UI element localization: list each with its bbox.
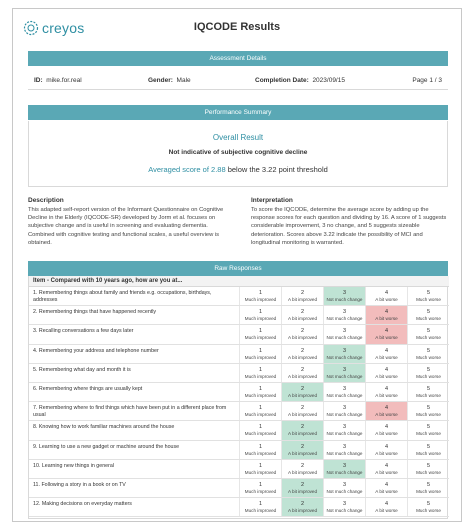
response-option-2 <box>281 421 323 439</box>
table-row <box>29 383 449 402</box>
table-row <box>29 364 449 383</box>
response-option-3 <box>323 479 365 497</box>
option-label: A bit improved <box>287 373 318 379</box>
option-label: Not much change <box>326 354 363 360</box>
response-option-1 <box>239 287 281 305</box>
response-option-1 <box>239 364 281 382</box>
item-question: 6. Remembering where things are usually kept <box>33 386 143 392</box>
response-option-1 <box>239 402 281 420</box>
option-number: 4 <box>384 405 389 412</box>
response-option-4 <box>365 498 407 516</box>
option-label: Much worse <box>416 297 441 302</box>
table-row <box>29 306 449 325</box>
option-number: 4 <box>384 443 389 450</box>
option-label: A bit improved <box>287 335 318 341</box>
option-label: A bit worse <box>375 469 398 475</box>
response-option-2 <box>281 306 323 324</box>
table-header-row <box>29 276 449 287</box>
option-label: Much worse <box>416 469 441 475</box>
page-number: Page 1 / 3 <box>412 77 442 84</box>
date-value: 2023/09/15 <box>312 77 345 84</box>
option-label: A bit worse <box>375 373 398 379</box>
performance-summary <box>28 121 448 187</box>
response-option-2 <box>281 345 323 363</box>
response-option-1 <box>239 306 281 324</box>
option-label: A bit improved <box>287 354 318 360</box>
raw-responses-table <box>28 276 448 519</box>
option-number: 3 <box>342 347 347 354</box>
average-score-value: Averaged score of 2.88 <box>148 165 226 174</box>
option-label: Much improved <box>244 373 277 379</box>
option-number: 1 <box>258 405 263 412</box>
option-number: 3 <box>342 366 347 373</box>
option-label: Not much change <box>326 412 363 418</box>
option-number: 5 <box>426 424 431 431</box>
interpretation-title: Interpretation <box>251 197 293 204</box>
option-label: Much worse <box>416 431 441 437</box>
option-label: Much worse <box>416 508 441 514</box>
option-number: 4 <box>384 366 389 373</box>
response-option-1 <box>239 479 281 497</box>
option-number: 2 <box>300 501 305 508</box>
response-option-4 <box>365 345 407 363</box>
option-label: A bit improved <box>287 431 318 437</box>
average-score <box>29 165 447 174</box>
response-option-3 <box>323 364 365 382</box>
option-label: Not much change <box>326 393 363 398</box>
item-question: 8. Knowing how to work familiar machines around the house <box>33 424 175 431</box>
option-number: 4 <box>384 462 389 469</box>
item-question: 12. Making decisions on everyday matters <box>33 501 132 508</box>
option-number: 5 <box>426 366 431 373</box>
id-value: mike.for.real <box>46 77 82 84</box>
option-label: Much worse <box>416 489 441 494</box>
option-number: 3 <box>342 443 347 450</box>
option-number: 3 <box>342 386 347 392</box>
item-question: 7. Remembering where to find things which have been put in a different place from usual <box>33 405 227 418</box>
option-label: Not much change <box>326 508 363 514</box>
option-label: Much worse <box>416 335 441 341</box>
response-option-2 <box>281 479 323 497</box>
option-number: 2 <box>300 482 305 488</box>
response-option-2 <box>281 287 323 305</box>
option-label: A bit worse <box>375 508 398 514</box>
report-page <box>12 8 462 522</box>
option-number: 4 <box>384 290 389 296</box>
item-question: 11. Following a story in a book or on TV <box>33 482 126 488</box>
option-label: A bit improved <box>287 316 318 322</box>
option-label: A bit worse <box>375 431 398 437</box>
option-number: 3 <box>342 309 347 316</box>
response-option-3 <box>323 441 365 459</box>
assessment-details-header: Assessment Details <box>28 51 448 66</box>
table-row <box>29 287 449 306</box>
option-label: A bit worse <box>375 316 398 322</box>
option-number: 1 <box>258 347 263 354</box>
table-row <box>29 460 449 479</box>
response-option-3 <box>323 287 365 305</box>
response-option-5 <box>407 441 449 459</box>
option-number: 2 <box>300 443 305 450</box>
response-option-5 <box>407 498 449 516</box>
option-label: Not much change <box>326 489 363 494</box>
table-row <box>29 325 449 344</box>
option-number: 5 <box>426 443 431 450</box>
table-row <box>29 498 449 517</box>
assessment-details <box>28 72 448 90</box>
option-number: 3 <box>342 290 347 296</box>
option-number: 1 <box>258 328 263 335</box>
response-option-5 <box>407 460 449 478</box>
option-label: A bit improved <box>287 508 318 514</box>
response-option-3 <box>323 345 365 363</box>
logo-text: creyos <box>42 20 85 36</box>
response-option-5 <box>407 383 449 401</box>
item-question: 1. Remembering things about family and friends e.g. occupations, birthdays, addresses <box>33 290 212 303</box>
item-question: 9. Learning to use a new gadget or machine around the house <box>33 443 180 450</box>
response-option-3 <box>323 460 365 478</box>
option-label: Much improved <box>244 450 277 456</box>
option-label: Not much change <box>326 297 363 302</box>
option-number: 2 <box>300 424 305 431</box>
response-option-4 <box>365 383 407 401</box>
option-label: A bit improved <box>287 412 318 418</box>
option-number: 4 <box>384 482 389 488</box>
response-option-3 <box>323 421 365 439</box>
option-number: 3 <box>342 328 347 335</box>
response-option-5 <box>407 421 449 439</box>
response-option-5 <box>407 287 449 305</box>
option-label: Much improved <box>244 316 277 322</box>
page-title: IQCODE Results <box>193 21 281 33</box>
response-option-5 <box>407 402 449 420</box>
response-option-3 <box>323 383 365 401</box>
option-label: A bit worse <box>375 450 398 456</box>
option-label: Much worse <box>416 354 441 360</box>
response-option-2 <box>281 402 323 420</box>
option-number: 5 <box>426 328 431 335</box>
option-number: 2 <box>300 462 305 469</box>
response-option-2 <box>281 498 323 516</box>
option-number: 1 <box>258 462 263 469</box>
option-label: A bit improved <box>287 469 318 475</box>
table-row <box>29 345 449 364</box>
option-number: 2 <box>300 386 305 392</box>
item-question: 4. Remembering your address and telephone number <box>33 347 159 354</box>
option-number: 5 <box>426 290 431 296</box>
option-number: 5 <box>426 501 431 508</box>
response-option-5 <box>407 364 449 382</box>
response-option-2 <box>281 383 323 401</box>
option-number: 1 <box>258 443 263 450</box>
option-number: 2 <box>300 328 305 335</box>
option-number: 2 <box>300 405 305 412</box>
option-number: 5 <box>426 309 431 316</box>
response-option-4 <box>365 287 407 305</box>
response-option-5 <box>407 345 449 363</box>
option-label: Much improved <box>244 431 277 437</box>
option-label: A bit improved <box>287 297 318 302</box>
option-number: 1 <box>258 501 263 508</box>
option-label: A bit worse <box>375 412 398 418</box>
response-option-5 <box>407 306 449 324</box>
option-label: Much worse <box>416 412 441 418</box>
performance-summary-header: Performance Summary <box>28 105 448 120</box>
option-label: Much improved <box>244 393 277 398</box>
option-label: Much improved <box>244 489 277 494</box>
table-row <box>29 441 449 460</box>
raw-responses-header: Raw Responses <box>28 261 448 276</box>
option-label: A bit improved <box>287 489 318 494</box>
response-option-4 <box>365 402 407 420</box>
option-label: A bit worse <box>375 393 398 398</box>
response-option-5 <box>407 479 449 497</box>
option-number: 4 <box>384 347 389 354</box>
option-number: 1 <box>258 424 263 431</box>
response-option-1 <box>239 345 281 363</box>
response-option-4 <box>365 421 407 439</box>
option-label: Not much change <box>326 316 363 322</box>
option-number: 4 <box>384 309 389 316</box>
option-number: 1 <box>258 482 263 488</box>
response-option-1 <box>239 441 281 459</box>
option-number: 4 <box>384 386 389 392</box>
response-option-4 <box>365 441 407 459</box>
table-row <box>29 479 449 498</box>
option-label: Much improved <box>244 412 277 418</box>
table-row <box>29 402 449 421</box>
option-number: 3 <box>342 405 347 412</box>
option-number: 1 <box>258 290 263 296</box>
response-option-3 <box>323 402 365 420</box>
option-number: 5 <box>426 347 431 354</box>
option-label: Much improved <box>244 354 277 360</box>
response-option-3 <box>323 325 365 343</box>
response-option-3 <box>323 306 365 324</box>
response-option-1 <box>239 460 281 478</box>
item-column-header: Item - Compared with 10 years ago, how are you at... <box>33 278 183 284</box>
option-label: Much improved <box>244 335 277 341</box>
item-question: 3. Recalling conversations a few days later <box>33 328 134 335</box>
item-question: 10. Learning new things in general <box>33 462 114 469</box>
response-option-1 <box>239 421 281 439</box>
date-label: Completion Date: <box>255 77 309 84</box>
response-option-4 <box>365 364 407 382</box>
option-number: 2 <box>300 290 305 296</box>
option-number: 4 <box>384 501 389 508</box>
gender-value: Male <box>176 77 191 84</box>
id-label: ID: <box>34 77 43 84</box>
option-number: 4 <box>384 328 389 335</box>
response-option-5 <box>407 325 449 343</box>
option-label: Not much change <box>326 335 363 341</box>
option-number: 3 <box>342 462 347 469</box>
result-text: Not indicative of subjective cognitive decline <box>168 149 308 156</box>
gender-label: Gender: <box>148 77 173 84</box>
interpretation-text: To score the IQCODE, determine the average score by adding up the response scores for each question and dividing by 16. A score of 1 suggests considerable improvement, 3 no change, and 5 suggests sizeable deterioration. Scores above 3.22 indicate the possibility of MCI and longitudinal monitoring is warranted. <box>251 207 447 246</box>
option-number: 2 <box>300 347 305 354</box>
option-label: Not much change <box>326 431 363 437</box>
option-number: 4 <box>384 424 389 431</box>
option-number: 3 <box>342 424 347 431</box>
option-number: 1 <box>258 386 263 392</box>
response-option-2 <box>281 441 323 459</box>
option-label: A bit worse <box>375 489 398 494</box>
overall-result-label: Overall Result <box>212 133 264 142</box>
option-number: 2 <box>300 309 305 316</box>
option-number: 5 <box>426 405 431 412</box>
option-label: Much worse <box>416 450 441 456</box>
description-text: This adapted self-report version of the Informant Questionnaire on Cognitive Decline in the Elderly (IQCODE-SR) developed by Jorm et al. focuses on subjective change and is useful in screening and evaluating dementia. Combined with cognitive testing and functional scales, a useful overview is obtained. <box>28 207 224 246</box>
option-label: Much worse <box>416 373 441 379</box>
option-number: 1 <box>258 309 263 316</box>
response-option-2 <box>281 364 323 382</box>
option-label: Much worse <box>416 316 441 322</box>
option-label: Not much change <box>326 469 363 475</box>
option-label: Much improved <box>244 469 277 475</box>
response-option-2 <box>281 460 323 478</box>
option-number: 5 <box>426 482 431 488</box>
option-label: Much improved <box>244 508 277 514</box>
response-option-4 <box>365 306 407 324</box>
response-option-1 <box>239 383 281 401</box>
option-label: Much improved <box>244 297 277 302</box>
response-option-1 <box>239 325 281 343</box>
option-number: 3 <box>342 501 347 508</box>
option-label: Not much change <box>326 373 363 379</box>
option-number: 3 <box>342 482 347 488</box>
option-label: A bit worse <box>375 335 398 341</box>
option-label: A bit improved <box>287 393 318 398</box>
response-option-4 <box>365 460 407 478</box>
table-row <box>29 421 449 440</box>
response-option-3 <box>323 498 365 516</box>
average-score-threshold: below the 3.22 point threshold <box>225 165 328 174</box>
option-label: A bit worse <box>375 297 398 302</box>
description-title: Description <box>28 197 64 204</box>
option-number: 5 <box>426 386 431 392</box>
option-number: 1 <box>258 366 263 373</box>
option-label: Not much change <box>326 450 363 456</box>
response-option-4 <box>365 325 407 343</box>
option-number: 2 <box>300 366 305 373</box>
item-question: 2. Remembering things that have happened recently <box>33 309 157 316</box>
option-number: 5 <box>426 462 431 469</box>
response-option-4 <box>365 479 407 497</box>
option-label: Much worse <box>416 393 441 398</box>
response-option-1 <box>239 498 281 516</box>
item-question: 5. Remembering what day and month it is <box>33 366 131 373</box>
option-label: A bit worse <box>375 354 398 360</box>
response-option-2 <box>281 325 323 343</box>
option-label: A bit improved <box>287 450 318 456</box>
